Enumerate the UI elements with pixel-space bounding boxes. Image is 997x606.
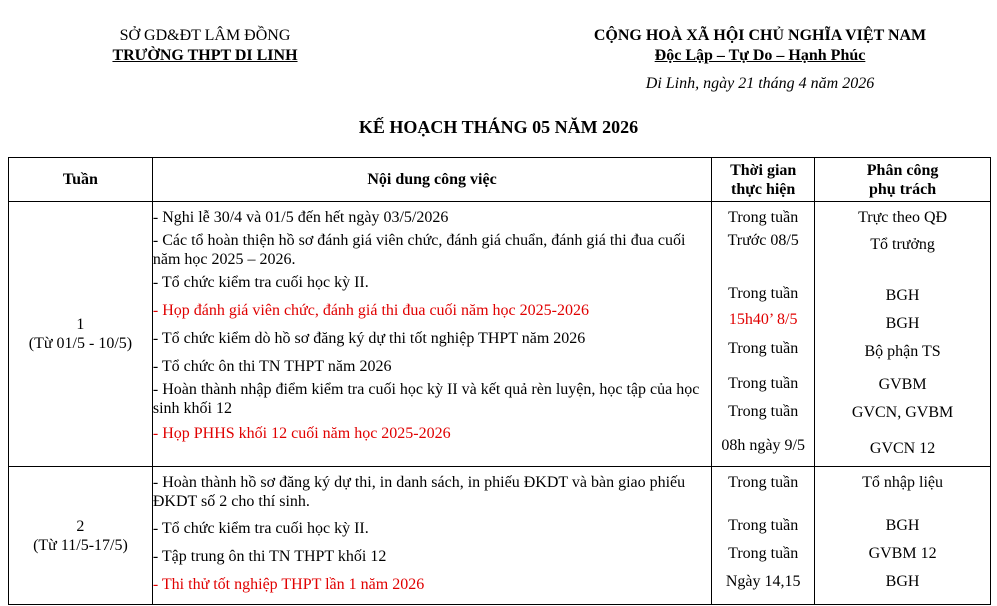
time-value: Ngày 14,15 (725, 573, 801, 590)
time-value: Trong tuần (728, 375, 799, 392)
task-item: - Nghi lễ 30/4 và 01/5 đến hết ngày 03/5/2026 (152, 209, 449, 226)
motto: Độc Lập – Tự Do – Hạnh Phúc (654, 47, 866, 64)
week-row (9, 467, 991, 605)
week-time-cell (712, 467, 815, 605)
time-value: Trong tuần (728, 545, 799, 562)
week-cell (9, 467, 153, 605)
header-resp-line1: Phân công (866, 161, 939, 179)
responsible-value: BGH (885, 315, 920, 332)
task-item-highlight: - Họp đánh giá viên chức, đánh giá thi đua cuối năm học 2025-2026 (152, 302, 589, 319)
time-value: Trong tuần (728, 340, 799, 357)
time-value: Trong tuần (728, 474, 799, 491)
header-left (100, 26, 310, 66)
header-week: Tuần (9, 158, 153, 202)
task-item-highlight: - Thi thử tốt nghiệp THPT lần 1 năm 2026 (152, 576, 425, 593)
responsible-value: GVCN 12 (869, 440, 936, 457)
week-range: (Từ 01/5 - 10/5) (28, 335, 133, 352)
responsible-value: Trực theo QĐ (858, 209, 948, 226)
header-resp-line2: phụ trách (869, 180, 937, 198)
header-responsible (815, 158, 991, 202)
header-content: Nội dung công việc (152, 158, 711, 202)
responsible-value: GVCN, GVBM (851, 404, 954, 421)
week-number: 2 (76, 517, 85, 535)
responsible-value: BGH (885, 287, 920, 304)
header-time (712, 158, 815, 202)
responsible-value: GVBM (878, 376, 927, 393)
header-time-line2: thực hiện (731, 180, 796, 198)
header-right (560, 26, 960, 66)
week-responsible-cell (815, 467, 991, 605)
responsible-value: BGH (885, 517, 920, 534)
time-value: Trong tuần (728, 209, 799, 226)
week-content-cell (152, 467, 711, 605)
responsible-value: BGH (885, 573, 920, 590)
task-item: - Tổ chức kiểm dò hồ sơ đăng ký dự thi tốt nghiệp THPT năm 2026 (152, 330, 586, 347)
task-item: - Tổ chức kiểm tra cuối học kỳ II. (152, 520, 369, 537)
responsible-value: Bộ phận TS (864, 343, 941, 360)
task-item: - Hoàn thành nhập điểm kiểm tra cuối học kỳ II và kết quả rèn luyện, học tập của học sinh khối 12 (152, 381, 700, 417)
plan-table (8, 157, 991, 605)
task-item: - Tổ chức kiểm tra cuối học kỳ II. (152, 274, 369, 291)
task-item: - Hoàn thành hồ sơ đăng ký dự thi, in danh sách, in phiếu ĐKDT và bàn giao phiếu ĐKDT số 2 cho thí sinh. (152, 474, 686, 510)
week-responsible-cell (815, 202, 991, 467)
week-time-cell (712, 202, 815, 467)
time-value: Trong tuần (728, 403, 799, 420)
document-title: KẾ HOẠCH THÁNG 05 NĂM 2026 (358, 117, 639, 137)
place-date: Di Linh, ngày 21 tháng 4 năm 2026 (645, 75, 875, 92)
responsible-value: Tổ trưởng (870, 236, 935, 253)
time-value-highlight: 15h40’ 8/5 (728, 311, 798, 328)
school-name: TRƯỜNG THPT DI LINH (112, 47, 298, 64)
week-row (9, 202, 991, 467)
task-item: - Các tổ hoàn thiện hồ sơ đánh giá viên chức, đánh giá chuẩn, đánh giá thi đua cuối năm học 2025 – 2026. (152, 232, 686, 268)
nation-name: CỘNG HOÀ XÃ HỘI CHỦ NGHĨA VIỆT NAM (593, 27, 927, 44)
task-item-highlight: - Họp PHHS khối 12 cuối năm học 2025-2026 (152, 425, 451, 442)
responsible-value: Tổ nhập liệu (862, 474, 943, 491)
time-value: Trước 08/5 (727, 232, 799, 249)
responsible-value: GVBM 12 (868, 545, 937, 562)
time-value: Trong tuần (728, 517, 799, 534)
week-content-cell (152, 202, 711, 467)
table-header-row (9, 158, 991, 202)
week-cell (9, 202, 153, 467)
header-time-line1: Thời gian (730, 161, 797, 179)
task-item: - Tổ chức ôn thi TN THPT năm 2026 (152, 358, 392, 375)
department-name: SỞ GD&ĐT LÂM ĐỒNG (119, 27, 291, 44)
time-value: 08h ngày 9/5 (721, 437, 805, 454)
week-number: 1 (76, 316, 85, 333)
week-range: (Từ 11/5-17/5) (33, 536, 128, 554)
task-item: - Tập trung ôn thi TN THPT khối 12 (152, 548, 387, 565)
time-value: Trong tuần (728, 285, 799, 302)
